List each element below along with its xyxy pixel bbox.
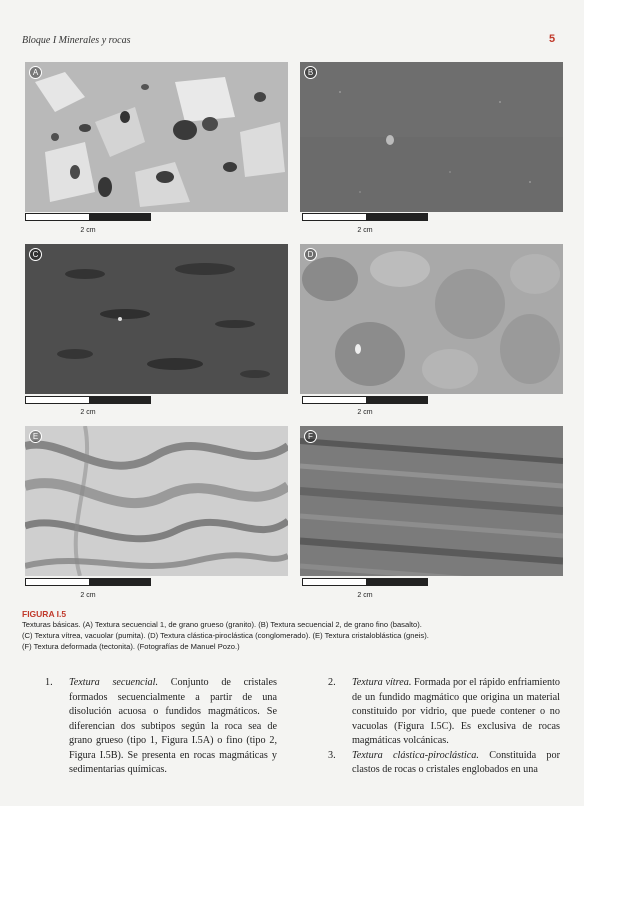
scale-bar-b (302, 213, 428, 221)
figure-caption (22, 619, 562, 652)
scale-label-c: 2 cm (80, 409, 96, 416)
scale-label-e: 2 cm (80, 592, 96, 599)
granite-photo (25, 62, 288, 212)
photo-panel-f (300, 426, 563, 576)
item-text: Conjunto de cristales formados secuencialmente a partir de una disolución acuosa o fundidos magmáticos. Se diferencian dos subtipos según la roca sea de grano grueso (tipo 1, Figura I.5A) o fino (tipo 2, Figura I.5B). Se presenta en rocas magmáticas y sedimentarias químicas. (69, 677, 278, 775)
scale-bar-f (302, 578, 428, 586)
item-text: Constituida por clastos de rocas o cristales englobados en una (352, 749, 560, 775)
photo-panel-c (25, 244, 288, 394)
scale-label-b: 2 cm (357, 227, 373, 234)
running-header: Bloque I Minerales y rocas (22, 35, 131, 46)
item-term: Textura clástica-piroclástica. (352, 749, 479, 761)
caption-line: (F) Textura deformada (tectonita). (Fotografías de Manuel Pozo.) (22, 642, 240, 651)
item-text: Formada por el rápido enfriamiento de un fundido magmático que origina un material constituido por vidrio, que puede contener o no vacuolas (Figura I.5C). Es exclusiva de rocas magmáticas volcánicas. (352, 677, 561, 746)
item-term: Textura vítrea. (352, 677, 412, 688)
basalt-photo (300, 62, 563, 212)
panel-letter-c: C (29, 248, 42, 261)
list-item (45, 676, 277, 778)
panel-letter-a: A (29, 66, 42, 79)
list-item (328, 749, 560, 778)
item-number: 2. (328, 677, 336, 688)
photo-panel-e (25, 426, 288, 576)
panel-letter-d: D (304, 248, 317, 261)
caption-line: (C) Textura vítrea, vacuolar (pumita). (D) Textura clástica-piroclástica (conglomerado). (E) Textura cristaloblástica (gneis). (22, 631, 429, 640)
photo-panel-d (300, 244, 563, 394)
caption-line: Texturas básicas. (A) Textura secuencial 1, de grano grueso (granito). (B) Textura secuencial 2, de grano fino (basalto). (22, 620, 422, 629)
list-item (328, 676, 560, 749)
scale-label-d: 2 cm (357, 409, 373, 416)
body-column-left (45, 676, 277, 778)
panel-letter-b: B (304, 66, 317, 79)
item-term: Textura secuencial. (69, 677, 158, 688)
item-number: 3. (328, 749, 336, 761)
scale-bar-d (302, 396, 428, 404)
panel-letter-f: F (304, 430, 317, 443)
photo-panel-b (300, 62, 563, 212)
figure-label: FIGURA I.5 (22, 609, 67, 619)
scale-bar-c (25, 396, 151, 404)
gneiss-photo (25, 426, 288, 576)
conglomerate-photo (300, 244, 563, 394)
scale-bar-a (25, 213, 151, 221)
scale-label-f: 2 cm (357, 592, 373, 599)
scale-bar-e (25, 578, 151, 586)
body-column-right (328, 676, 560, 778)
tectonite-photo (300, 426, 563, 576)
scale-label-a: 2 cm (80, 227, 96, 234)
panel-letter-e: E (29, 430, 42, 443)
item-number: 1. (45, 677, 53, 688)
page-number: 5 (549, 33, 556, 45)
photo-panel-a (25, 62, 288, 212)
pumice-photo (25, 244, 288, 394)
